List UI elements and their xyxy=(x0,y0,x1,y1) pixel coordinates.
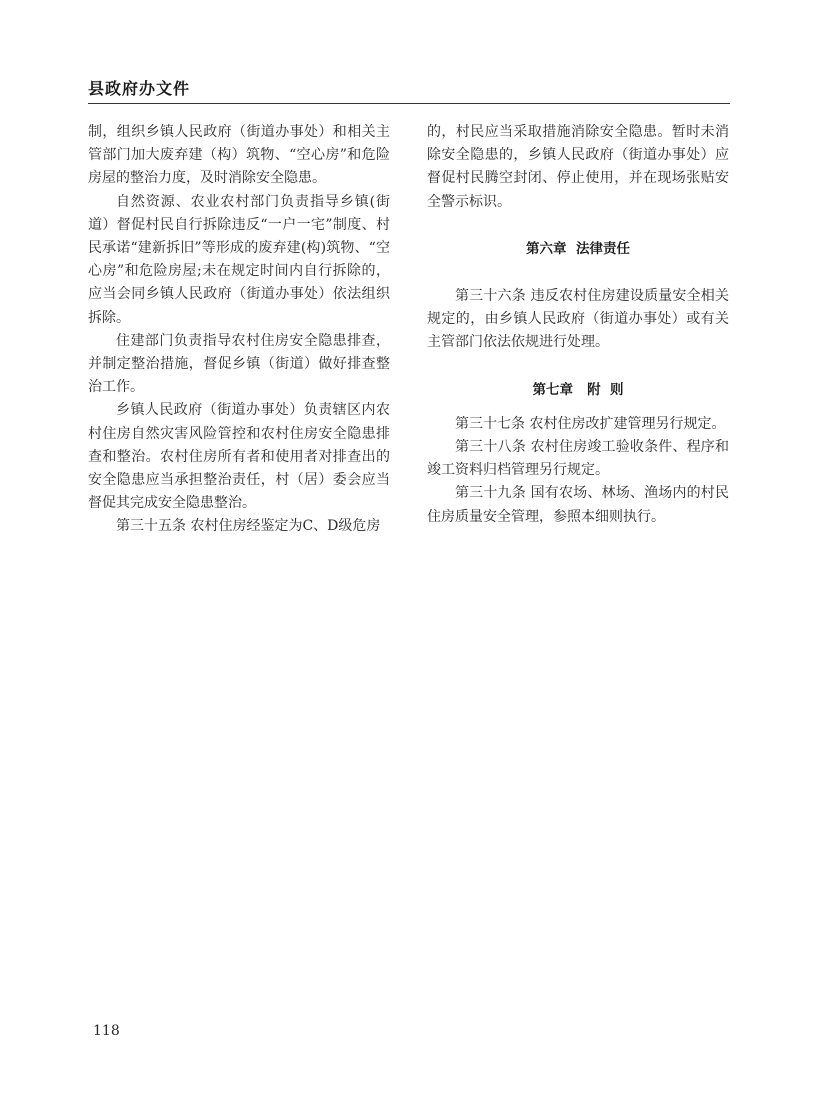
left-text-column xyxy=(88,121,390,539)
chapter-7-heading: 第七章 附 则 xyxy=(532,381,624,398)
right-text-column xyxy=(427,121,729,529)
paragraph-continued: 制，组织乡镇人民政府（街道办事处）和相关主管部门加大废弃建（构）筑物、“空心房”和危险房屋的整治力度，及时消除安全隐患。 xyxy=(88,124,390,187)
article-38-paragraph: 第三十八条 农村住房竣工验收条件、程序和竣工资料归档管理另行规定。 xyxy=(427,439,729,479)
document-header-title: 县政府办文件 xyxy=(88,79,191,98)
article-35-paragraph: 第三十五条 农村住房经鉴定为C、D级危房 xyxy=(116,518,381,535)
article-36-paragraph: 第三十六条 违反农村住房建设质量安全相关规定的，由乡镇人民政府（街道办事处）或有关主管部门依法依规进行处理。 xyxy=(427,288,729,351)
article-39-paragraph: 第三十九条 国有农场、林场、渔场内的村民住房质量安全管理，参照本细则执行。 xyxy=(427,485,729,525)
chapter-6-heading: 第六章 法律责任 xyxy=(526,240,630,257)
paragraph: 乡镇人民政府（街道办事处）负责辖区内农村住房自然灾害风险管控和农村住房安全隐患排查和整治。农村住房所有者和使用者对排查出的安全隐患应当承担整治责任，村（居）委会应当督促其完成安全隐患整治。 xyxy=(88,402,390,512)
paragraph-continued: 的，村民应当采取措施消除安全隐患。暂时未消除安全隐患的，乡镇人民政府（街道办事处）应督促村民腾空封闭、停止使用，并在现场张贴安全警示标识。 xyxy=(427,124,729,210)
paragraph: 自然资源、农业农村部门负责指导乡镇(街道）督促村民自行拆除违反“一户一宅”制度、村民承诺“建新拆旧”等形成的废弃建(构)筑物、“空心房”和危险房屋;未在规定时间内自行拆除的，应当会同乡镇人民政府（街道办事处）依法组织拆除。 xyxy=(88,193,390,326)
paragraph: 住建部门负责指导农村住房安全隐患排查，并制定整治措施，督促乡镇（街道）做好排查整治工作。 xyxy=(88,332,390,396)
page-number: 118 xyxy=(93,1023,120,1039)
article-37-paragraph: 第三十七条 农村住房改扩建管理另行规定。 xyxy=(455,415,726,432)
header-divider xyxy=(88,103,730,104)
